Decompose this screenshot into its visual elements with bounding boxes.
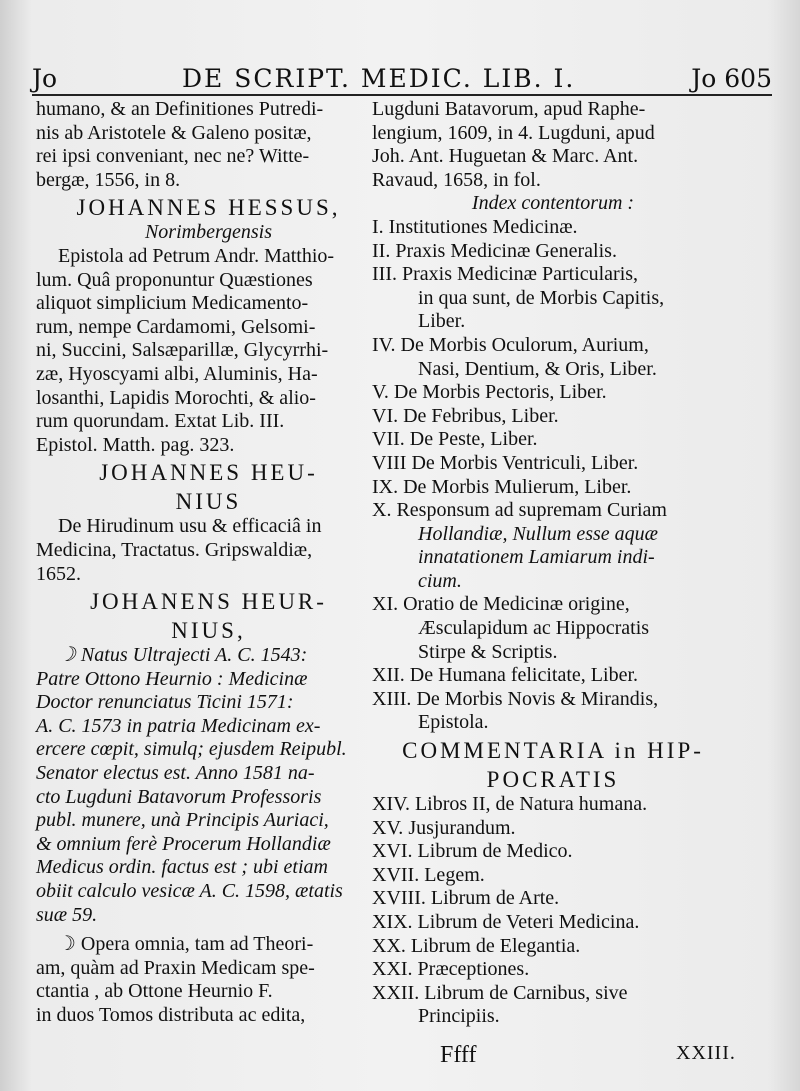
index-item-cont: Stirpe & Scriptis. — [418, 640, 558, 663]
heading-heurnius-cont: NIUS, — [171, 618, 246, 644]
text-line: ☽ Natus Ultrajecti A. C. 1543: — [58, 644, 308, 667]
index-item: III. Praxis Medicinæ Particularis, — [372, 263, 639, 286]
index-item: XI. Oratio de Medicinæ origine, — [372, 593, 630, 616]
header-page-number: Jo 605 — [691, 64, 772, 93]
heading-hessus: JOHANNES HESSUS, — [76, 195, 341, 221]
index-item: V. De Morbis Pectoris, Liber. — [372, 381, 607, 404]
text-line: rum quorundam. Extat Lib. III. — [36, 410, 285, 433]
right-column — [372, 98, 734, 1029]
text-line: rum, nempe Cardamomi, Gelsomi- — [36, 315, 316, 338]
text-line: De Hirudinum usu & efficaciâ in — [58, 515, 322, 538]
text-line: Senator electus est. Anno 1581 na- — [36, 762, 315, 785]
text-line: zæ, Hyoscyami albi, Aluminis, Ha- — [36, 362, 318, 385]
index-item-cont: innatationem Lamiarum indi- — [418, 546, 655, 569]
index-item: I. Institutiones Medicinæ. — [372, 215, 578, 238]
index-item: XVIII. Librum de Arte. — [372, 887, 560, 910]
text-line: Doctor renunciatus Ticini 1571: — [36, 691, 294, 714]
signature-mark: Ffff — [440, 1042, 477, 1068]
index-item-cont: cium. — [418, 569, 462, 592]
heading-heurnius: JOHANENS HEUR- — [90, 589, 327, 615]
index-item-cont: Æsculapidum ac Hippocratis — [418, 617, 650, 640]
hessus-entry — [36, 245, 381, 457]
index-item-cont: Nasi, Dentium, & Oris, Liber. — [418, 357, 657, 380]
index-item: IV. De Morbis Oculorum, Aurium, — [372, 333, 649, 356]
index-item: XX. Librum de Elegantia. — [372, 934, 581, 957]
index-item: X. Responsum ad supremam Curiam — [372, 499, 667, 522]
text-line: & omnium ferè Procerum Hollandiæ — [36, 832, 331, 855]
index-item: XXII. Librum de Carnibus, sive — [372, 981, 628, 1004]
text-line: Patre Ottono Heurnio : Medicinæ — [36, 667, 308, 690]
text-line: Medicus ordin. factus est ; ubi etiam — [36, 856, 328, 879]
index-item: XIX. Librum de Veteri Medicina. — [372, 911, 640, 933]
text-line: bergæ, 1556, in 8. — [36, 168, 181, 191]
intro-paragraph — [36, 98, 381, 192]
text-line: Lugduni Batavorum, apud Raphe- — [372, 98, 646, 120]
commentaria-list — [372, 793, 734, 1029]
heading-heunius: JOHANNES HEU- — [99, 460, 318, 486]
header-left-word: Jo — [32, 64, 58, 93]
text-line: ercere cœpit, simulq; ejusdem Reipubl. — [36, 738, 347, 761]
text-line: obiit calculo vesicæ A. C. 1598, ætatis — [36, 880, 343, 903]
index-item-cont: in qua sunt, de Morbis Capitis, — [418, 286, 665, 309]
running-header — [32, 64, 772, 96]
heunius-entry — [36, 515, 381, 586]
text-line: Ravaud, 1658, in fol. — [372, 168, 541, 191]
text-line: cto Lugduni Batavorum Professoris — [36, 785, 322, 808]
text-line: Epistola ad Petrum Andr. Matthio- — [58, 244, 335, 267]
index-item: IX. De Morbis Mulierum, Liber. — [372, 475, 632, 498]
text-line: in duos Tomos distributa ac edita, — [36, 1004, 306, 1026]
text-line: publ. munere, unà Principis Auriaci, — [36, 809, 329, 832]
index-item: II. Praxis Medicinæ Generalis. — [372, 239, 617, 262]
index-item: XIII. De Morbis Novis & Mirandis, — [372, 687, 659, 710]
hessus-origin: Norimbergensis — [144, 221, 273, 244]
text-line: aliquot simplicium Medicamento- — [36, 292, 309, 315]
text-line: lengium, 1609, in 4. Lugduni, apud — [372, 121, 655, 144]
index-item: XVI. Librum de Medico. — [372, 840, 573, 863]
text-line: ni, Succini, Salsæparillæ, Glycyrrhi- — [36, 339, 329, 362]
index-item: XII. De Humana felicitate, Liber. — [372, 664, 638, 687]
text-line: am, quàm ad Praxin Medicam spe- — [36, 956, 315, 979]
text-line: Medicina, Tractatus. Gripswaldiæ, — [36, 538, 313, 561]
index-item-cont: Principiis. — [418, 1005, 500, 1028]
index-item: XXI. Præceptiones. — [372, 958, 530, 981]
heading-heunius-cont: NIUS — [175, 489, 242, 515]
index-list — [372, 216, 734, 735]
text-line: ctantia , ab Ottone Heurnio F. — [36, 980, 273, 1003]
text-line: losanthi, Lapidis Morochti, & alio- — [36, 386, 316, 409]
text-line: A. C. 1573 in patria Medicinam ex- — [36, 714, 321, 737]
text-line: ☽ Opera omnia, tam ad Theori- — [58, 933, 314, 956]
text-line: Joh. Ant. Huguetan & Marc. Ant. — [372, 145, 639, 168]
index-item-cont: Hollandiæ, Nullum esse aquæ — [418, 522, 659, 545]
index-item: VII. De Peste, Liber. — [372, 428, 538, 451]
edition-paragraph — [372, 98, 734, 192]
index-item: VIII De Morbis Ventriculi, Liber. — [372, 451, 639, 474]
heading-commentaria: COMMENTARIA in HIP- — [402, 738, 704, 764]
catchword: XXIII. — [676, 1042, 736, 1064]
left-column — [36, 98, 381, 1028]
text-line: suæ 59. — [36, 903, 98, 926]
index-item-cont: Epistola. — [418, 711, 489, 734]
index-item: XIV. Libros II, de Natura humana. — [372, 793, 648, 816]
index-title: Index contentorum : — [471, 192, 635, 215]
index-item: VI. De Febribus, Liber. — [372, 404, 559, 427]
heurnius-bio — [36, 644, 381, 927]
text-line: humano, & an Definitiones Putredi- — [36, 98, 324, 120]
text-line: 1652. — [36, 562, 81, 585]
text-line: lum. Quâ proponuntur Quæstiones — [36, 268, 313, 291]
index-item: XVII. Legem. — [372, 863, 485, 886]
text-line: nis ab Aristotele & Galeno positæ, — [36, 121, 312, 144]
text-line: Epistol. Matth. pag. 323. — [36, 433, 235, 456]
index-item: XV. Jusjurandum. — [372, 816, 516, 839]
heurnius-opera — [36, 933, 381, 1027]
index-item-cont: Liber. — [418, 310, 466, 333]
text-line: rei ipsi conveniant, nec ne? Witte- — [36, 145, 310, 168]
heading-commentaria-cont: POCRATIS — [486, 767, 620, 793]
header-title: DE SCRIPT. MEDIC. LIB. I. — [182, 64, 576, 93]
